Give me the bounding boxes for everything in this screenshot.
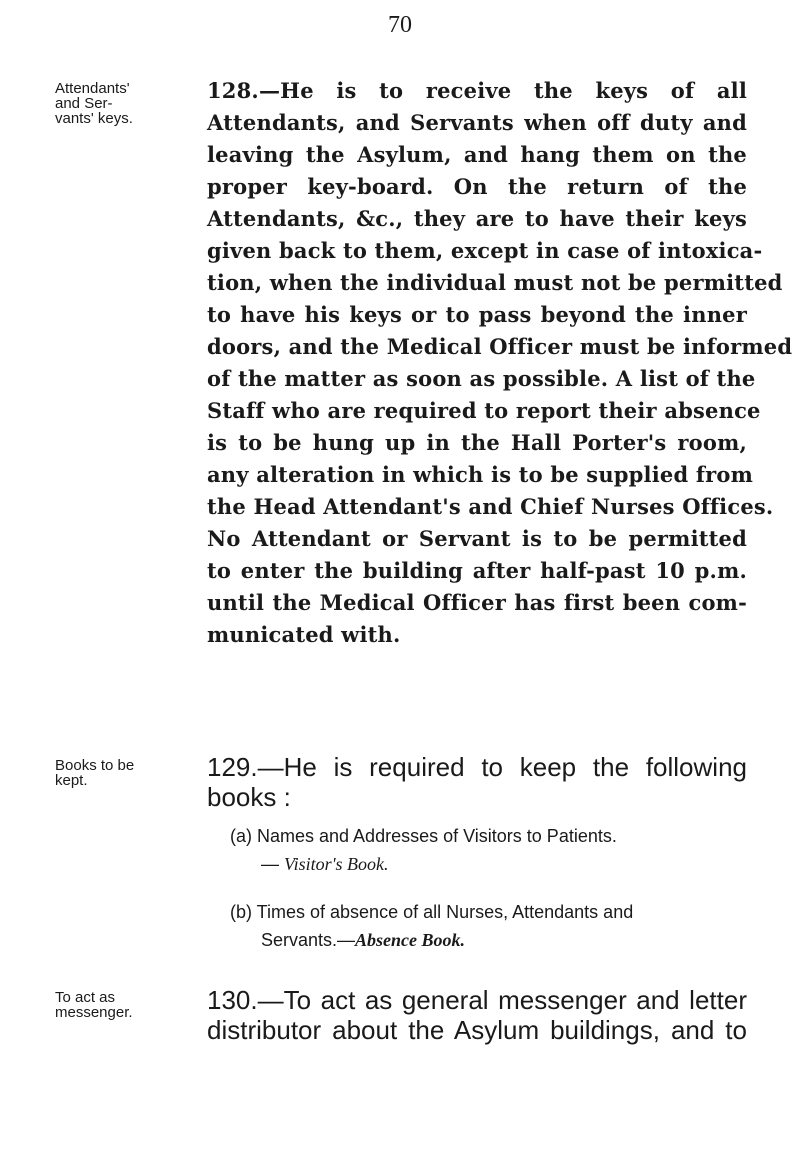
text-line: Attendants, &c., they are to have their keys	[207, 206, 747, 231]
paragraph-128	[207, 75, 793, 651]
book-title: Absence Book.	[355, 930, 466, 950]
text-line: leaving the Asylum, and hang them on the	[207, 142, 747, 167]
list-line	[230, 850, 750, 878]
margin-note-messenger	[55, 990, 205, 1020]
text-line: municated with.	[207, 622, 401, 647]
paragraph-129	[207, 752, 747, 812]
text-line: is to be hung up in the Hall Porter's room,	[207, 430, 747, 455]
text-line: tion, when the individual must not be permitted	[207, 270, 783, 295]
list-line: (a) Names and Addresses of Visitors to Patients.	[230, 826, 617, 846]
text-line: of the matter as soon as possible. A list of the	[207, 366, 756, 391]
paragraph-130	[207, 985, 747, 1045]
margin-note-line: messenger.	[55, 1004, 133, 1021]
book-title: Visitor's Book.	[284, 854, 389, 874]
text-line: until the Medical Officer has first been com-	[207, 590, 747, 615]
text-line: any alteration in which is to be supplied from	[207, 462, 753, 487]
list-line	[230, 926, 750, 954]
text-line: the Head Attendant's and Chief Nurses Offices.	[207, 494, 774, 519]
margin-note-line: Books to be	[55, 757, 135, 774]
list-prefix: Servants.—	[261, 930, 356, 950]
margin-note-line: Attendants'	[55, 80, 130, 97]
margin-note-line: kept.	[55, 772, 88, 789]
list-item-visitors-book	[230, 822, 750, 878]
text-line: No Attendant or Servant is to be permitted	[207, 526, 747, 551]
text-line: Attendants, and Servants when off duty and	[207, 110, 747, 135]
text-line: 128.—He is to receive the keys of all	[207, 78, 747, 103]
text-line: distributor about the Asylum buildings, and to	[207, 1015, 747, 1045]
list-line: (b) Times of absence of all Nurses, Attendants and	[230, 902, 634, 922]
text-line: 130.—To act as general messenger and letter	[207, 985, 747, 1015]
margin-note-line: To act as	[55, 989, 116, 1006]
text-line: given back to them, except in case of intoxica-	[207, 238, 763, 263]
margin-note-line: and Ser-	[55, 95, 113, 112]
list-prefix: —	[261, 854, 285, 874]
margin-note-books	[55, 758, 205, 788]
text-line: proper key-board. On the return of the	[207, 174, 747, 199]
text-line: books :	[207, 782, 291, 812]
text-line: to have his keys or to pass beyond the inner	[207, 302, 747, 327]
margin-note-line: vants' keys.	[55, 110, 133, 127]
text-line: to enter the building after half-past 10 p.m.	[207, 558, 747, 583]
page-number: 70	[388, 12, 412, 38]
text-line: 129.—He is required to keep the following	[207, 752, 747, 782]
text-line: Staff who are required to report their absence	[207, 398, 761, 423]
list-item-absence-book	[230, 898, 750, 954]
margin-note-keys	[55, 81, 205, 126]
text-line: doors, and the Medical Officer must be informed	[207, 334, 793, 359]
